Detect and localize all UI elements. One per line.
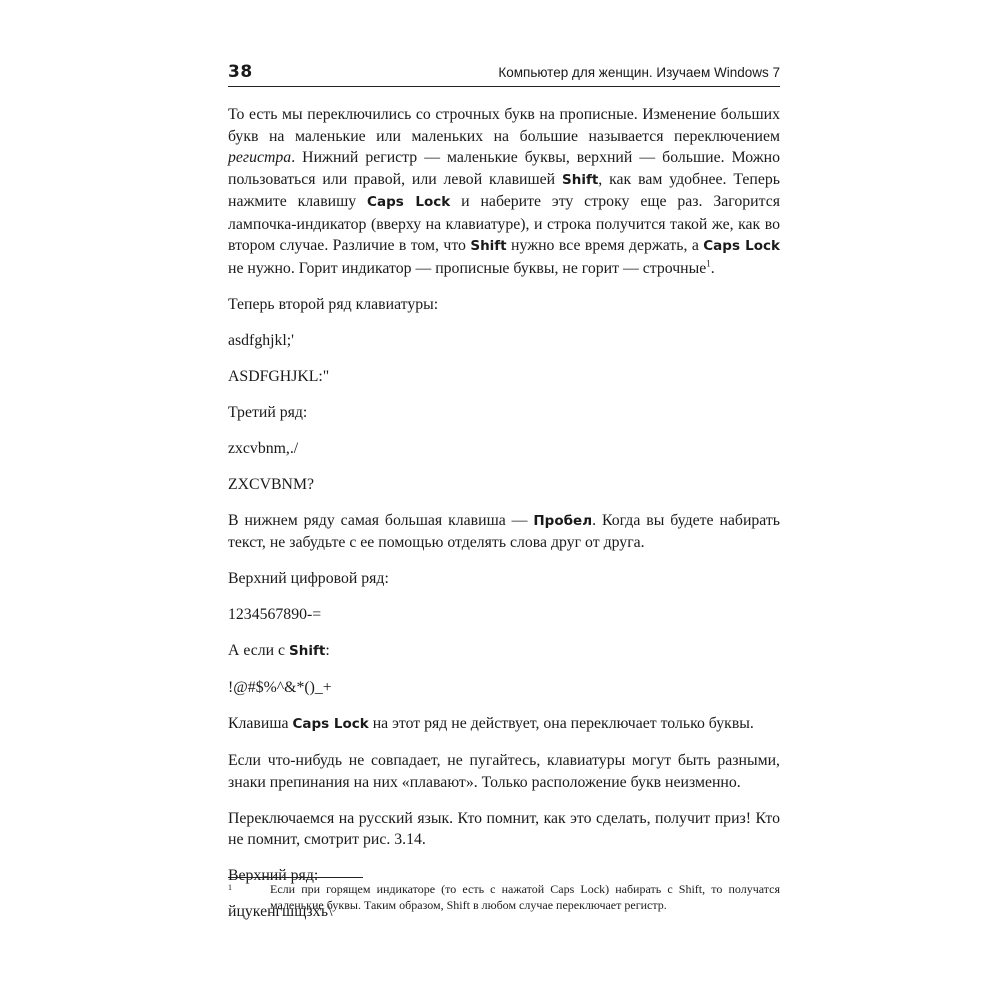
- key-name-space: Пробел: [533, 512, 593, 529]
- footnote-text: Если при горящем индикаторе (то есть с нажатой Caps Lock) набирать с Shift, то получатся маленькие буквы. Таким образом, Shift в любом случае переключает регистр.: [270, 882, 780, 912]
- key-name-shift: Shift: [561, 171, 599, 188]
- russian-top-heading: Верхний ряд:: [228, 867, 319, 884]
- row2-lowercase: asdfghjkl;': [228, 331, 295, 349]
- shift-line: [228, 640, 780, 663]
- page-number: 38: [228, 62, 253, 82]
- key-name-caps-lock: Caps Lock: [292, 716, 369, 732]
- running-title: Компьютер для женщин. Изучаем Windows 7: [498, 65, 780, 80]
- text-run: , как вам удобнее. Теперь нажмите клавишу: [228, 170, 780, 210]
- russian-top-row: йцукенгшщзхъ\: [228, 903, 333, 920]
- row3-lowercase: zxcvbnm,./: [228, 439, 299, 457]
- key-name-shift: Shift: [470, 238, 507, 254]
- text-run: . Когда вы будете набирать текст, не забудьте с ее помощью отделять слова друг от друга.: [228, 511, 781, 551]
- book-page: [228, 60, 780, 937]
- digits-row: 1234567890-=: [228, 606, 322, 623]
- footnote-divider: [228, 877, 363, 878]
- page-body: [228, 104, 780, 923]
- russian-paragraph: Переключаемся на русский язык. Кто помнит, как это сделать, получит приз! Кто не помнит, смотрит рис. 3.14.: [228, 809, 780, 848]
- key-name-caps-lock: Caps Lock: [703, 238, 780, 254]
- text-run: :: [325, 642, 330, 659]
- caps-lock-paragraph: [228, 713, 780, 736]
- row2-heading: Теперь второй ряд клавиатуры:: [228, 295, 439, 313]
- text-run: нужно все время держать, а: [506, 237, 704, 254]
- text-run: То есть мы переключились со строчных букв на прописные. Изменение больших букв на маленькие или маленьких на большие называется переключением: [228, 106, 780, 145]
- key-name-caps-lock: Caps Lock: [367, 194, 451, 210]
- digits-heading: Верхний цифровой ряд:: [228, 570, 389, 587]
- row3-uppercase: ZXCVBNM?: [228, 475, 315, 493]
- text-run: В нижнем ряду самая большая клавиша —: [228, 511, 534, 529]
- intro-paragraph: [228, 104, 780, 279]
- footnote: [228, 882, 780, 913]
- text-run: . Нижний регистр — маленькие буквы, верхний — большие. Можно пользоваться или правой, или левой клавишей: [228, 149, 780, 188]
- text-run: .: [710, 259, 715, 277]
- digits-shifted-row: !@#$%^&*()_+: [228, 679, 332, 696]
- text-run: Клавиша: [228, 715, 293, 732]
- text-run: на этот ряд не действует, она переключает только буквы.: [368, 715, 754, 732]
- page-header: [228, 60, 780, 87]
- row3-heading: Третий ряд:: [228, 403, 308, 421]
- row2-uppercase: ASDFGHJKL:": [228, 367, 330, 385]
- key-name-shift: Shift: [289, 643, 326, 659]
- text-run: А если с: [228, 642, 290, 659]
- footnote-mark: 1: [228, 883, 232, 892]
- text-run: не нужно. Горит индикатор — прописные буквы, не горит — строчные: [228, 259, 707, 277]
- space-key-paragraph: [228, 510, 780, 554]
- italic-term: регистра: [228, 149, 292, 166]
- footnote-reference: 1: [706, 258, 711, 269]
- mismatch-paragraph: Если что-нибудь не совпадает, не пугайтесь, клавиатуры могут быть разными, знаки препинания на них «плавают». Только расположение букв неизменно.: [228, 752, 780, 791]
- text-run: и наберите эту строку еще раз. Загорится лампочка-индикатор (вверху на клавиатуре), и строка получится такой же, как во втором случае. Различие в том, что: [228, 193, 780, 254]
